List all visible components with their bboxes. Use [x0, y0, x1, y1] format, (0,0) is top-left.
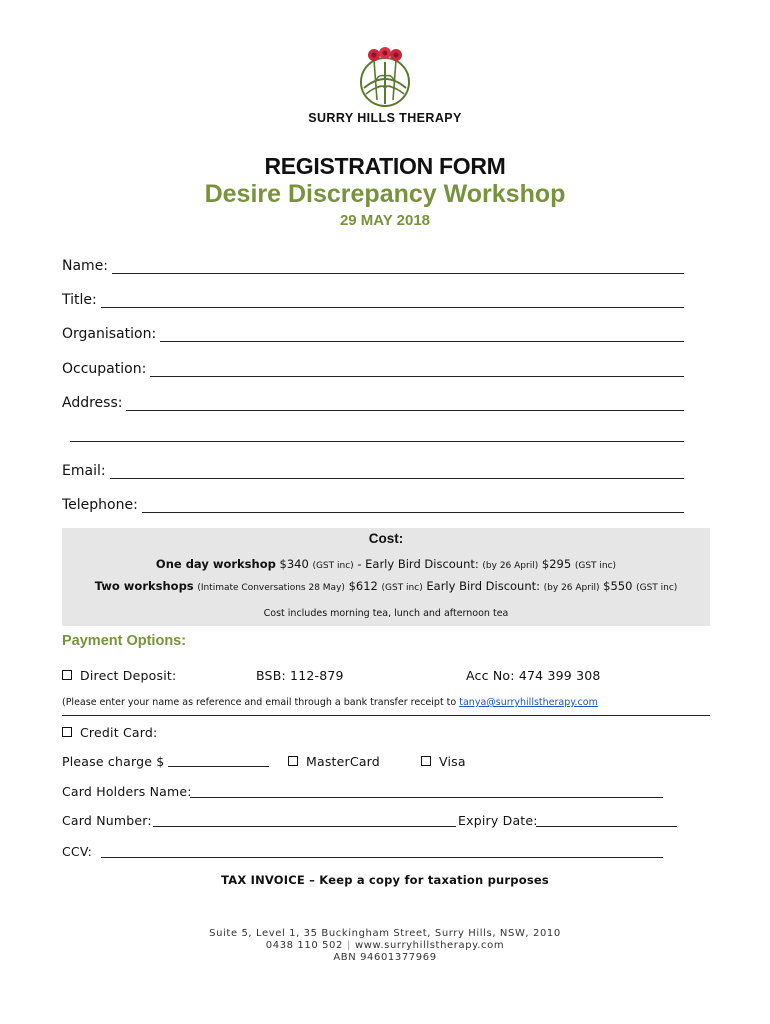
card-number-line[interactable] — [153, 826, 456, 827]
cost-includes-note: Cost includes morning tea, lunch and afternoon tea — [263, 608, 509, 619]
direct-deposit-note — [62, 697, 598, 708]
organisation-label: Organisation: — [62, 326, 157, 342]
visa-checkbox[interactable] — [421, 756, 431, 766]
footer-phone: 0438 110 502 — [265, 940, 343, 951]
name-label: Name: — [62, 258, 109, 274]
email-label: Email: — [62, 463, 106, 479]
mastercard-option[interactable] — [288, 754, 380, 769]
direct-deposit-label: Direct Deposit: — [80, 668, 177, 683]
card-number-label: Card Number: — [62, 813, 152, 828]
charge-amount-line[interactable] — [168, 766, 269, 767]
email-field[interactable] — [62, 459, 684, 479]
early-bird-text: - Early Bird Discount: — [357, 557, 479, 571]
one-day-by-date: (by 26 April) — [482, 561, 539, 571]
bsb-number: BSB: 112-879 — [256, 668, 344, 683]
address-input-line-2[interactable] — [70, 441, 684, 442]
two-workshops-gst: (GST inc) — [381, 583, 423, 593]
address-label: Address: — [62, 395, 123, 411]
ccv-label: CCV: — [62, 844, 92, 859]
occupation-label: Occupation: — [62, 361, 147, 377]
title-label: Title: — [62, 292, 97, 308]
two-workshops-note: (Intimate Conversations 28 May) — [197, 583, 345, 593]
title-field[interactable] — [62, 288, 684, 308]
credit-card-option[interactable] — [62, 725, 157, 740]
tax-invoice-note: TAX INVOICE – Keep a copy for taxation purposes — [221, 873, 549, 887]
footer-separator: | — [346, 940, 351, 951]
name-input-line[interactable] — [112, 259, 684, 274]
organisation-field[interactable] — [62, 322, 684, 342]
two-early-price: $550 — [603, 579, 633, 593]
telephone-field[interactable] — [62, 493, 684, 513]
two-early-bird-text: Early Bird Discount: — [426, 579, 541, 593]
two-workshops-price-value: $612 — [348, 579, 378, 593]
title-input-line[interactable] — [101, 293, 684, 308]
two-workshops-price — [62, 579, 710, 593]
one-day-early-price: $295 — [541, 557, 572, 571]
telephone-label: Telephone: — [62, 497, 138, 513]
please-charge-label: Please charge $ — [62, 754, 165, 769]
occupation-field[interactable] — [62, 357, 684, 377]
mastercard-label: MasterCard — [306, 754, 380, 769]
cost-heading: Cost: — [368, 531, 404, 546]
organisation-input-line[interactable] — [160, 327, 684, 342]
one-day-workshop-price — [62, 557, 710, 571]
visa-label: Visa — [439, 754, 466, 769]
email-link[interactable]: tanya@surryhillstherapy.com — [459, 697, 598, 708]
visa-option[interactable] — [421, 754, 466, 769]
direct-deposit-checkbox[interactable] — [62, 670, 72, 680]
ccv-line[interactable] — [101, 857, 663, 858]
one-day-gst: (GST inc) — [312, 561, 354, 571]
one-day-price: $340 — [279, 557, 309, 571]
section-divider — [62, 715, 710, 716]
card-holders-name-label: Card Holders Name: — [62, 784, 192, 799]
one-day-label: One day workshop — [155, 557, 276, 571]
cost-box — [62, 528, 710, 626]
workshop-date: 29 MAY 2018 — [339, 212, 431, 229]
workshop-title: Desire Discrepancy Workshop — [204, 180, 566, 208]
two-early-gst: (GST inc) — [636, 583, 678, 593]
mastercard-checkbox[interactable] — [288, 756, 298, 766]
card-holders-name-line[interactable] — [190, 797, 663, 798]
footer-website[interactable]: www.surryhillstherapy.com — [354, 940, 505, 951]
direct-deposit-option[interactable] — [62, 668, 176, 683]
footer-contact — [0, 940, 770, 951]
one-day-early-gst: (GST inc) — [574, 561, 617, 571]
footer-address: Suite 5, Level 1, 35 Buckingham Street, Surry Hills, NSW, 2010 — [209, 928, 561, 939]
email-input-line[interactable] — [110, 464, 684, 479]
address-field[interactable] — [62, 391, 684, 411]
form-title: REGISTRATION FORM — [264, 153, 506, 179]
payment-options-heading: Payment Options: — [62, 633, 187, 649]
occupation-input-line[interactable] — [150, 362, 684, 377]
telephone-input-line[interactable] — [142, 498, 684, 513]
two-workshops-label: Two workshops — [94, 579, 194, 593]
address-input-line[interactable] — [126, 396, 684, 411]
credit-card-label: Credit Card: — [80, 725, 158, 740]
expiry-date-line[interactable] — [536, 826, 677, 827]
name-field[interactable] — [62, 254, 684, 274]
organisation-name: SURRY HILLS THERAPY — [308, 111, 462, 125]
credit-card-checkbox[interactable] — [62, 727, 72, 737]
expiry-date-label: Expiry Date: — [458, 813, 538, 828]
account-number: Acc No: 474 399 308 — [466, 668, 601, 683]
footer-abn: ABN 94601377969 — [333, 952, 437, 963]
surry-hills-therapy-logo — [352, 44, 418, 110]
logo-emblem-icon — [352, 44, 418, 110]
direct-deposit-note-text: (Please enter your name as reference and email through a bank transfer receipt to — [62, 697, 457, 708]
two-by-date: (by 26 April) — [543, 583, 600, 593]
